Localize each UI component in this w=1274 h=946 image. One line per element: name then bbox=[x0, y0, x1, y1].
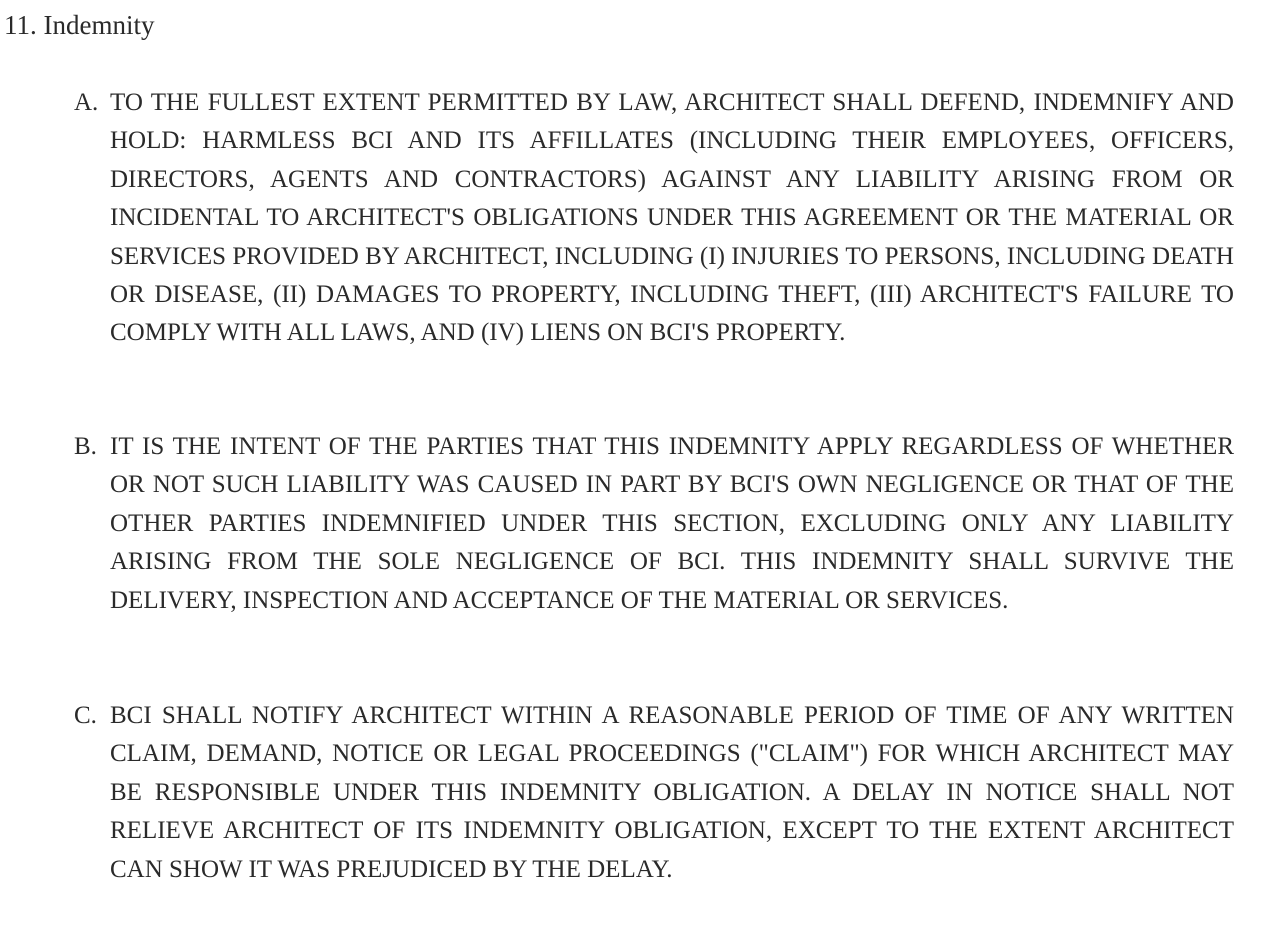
clause-b-text: IT IS THE INTENT OF THE PARTIES THAT THIS INDEMNITY APPLY REGARDLESS OF WHETHER OR NOT SUCH LIABILITY WAS CAUSED IN PART BY BCI'S OWN NEGLIGENCE OR THAT OF THE OTHER PARTIES INDEMNIFIED UNDER THIS SECTION, EXCLUDING ONLY ANY LIABILITY ARISING FROM THE SOLE NEGLIGENCE OF BCI. THIS INDEMNITY SHALL SURVIVE THE DELIVERY, INSPECTION AND ACCEPTANCE OF THE MATERIAL OR SERVICES. bbox=[110, 433, 1234, 614]
clause-a-text: TO THE FULLEST EXTENT PERMITTED BY LAW, ARCHITECT SHALL DEFEND, INDEMNIFY AND HOLD: HARMLESS BCI AND ITS AFFILLATES (INCLUDING THEIR EMPLOYEES, OFFICERS, DIRECTORS, AGENTS AND CONTRACTORS) AGAINST ANY LIABILITY ARISING FROM OR INCIDENTAL TO ARCHITECT'S OBLIGATIONS UNDER THIS AGREEMENT OR THE MATERIAL OR SERVICES PROVIDED BY ARCHITECT, INCLUDING (I) INJURIES TO PERSONS, INCLUDING DEATH OR DISEASE, (II) DAMAGES TO PROPERTY, INCLUDING THEFT, (III) ARCHITECT'S FAILURE TO COMPLY WITH ALL LAWS, AND (IV) LIENS ON BCI'S PROPERTY. bbox=[110, 89, 1234, 347]
clause-a-letter: A. bbox=[74, 89, 99, 116]
clause-a bbox=[74, 84, 1234, 353]
clause-b-letter: B. bbox=[74, 433, 97, 460]
clause-c bbox=[74, 697, 1234, 889]
clause-b bbox=[74, 428, 1234, 620]
clause-c-text: BCI SHALL NOTIFY ARCHITECT WITHIN A REASONABLE PERIOD OF TIME OF ANY WRITTEN CLAIM, DEMAND, NOTICE OR LEGAL PROCEEDINGS ("CLAIM") FOR WHICH ARCHITECT MAY BE RESPONSIBLE UNDER THIS INDEMNITY OBLIGATION. A DELAY IN NOTICE SHALL NOT RELIEVE ARCHITECT OF ITS INDEMNITY OBLIGATION, EXCEPT TO THE EXTENT ARCHITECT CAN SHOW IT WAS PREJUDICED BY THE DELAY. bbox=[110, 702, 1234, 883]
clause-c-letter: C. bbox=[74, 702, 97, 729]
section-heading: 11. Indemnity bbox=[4, 10, 155, 40]
